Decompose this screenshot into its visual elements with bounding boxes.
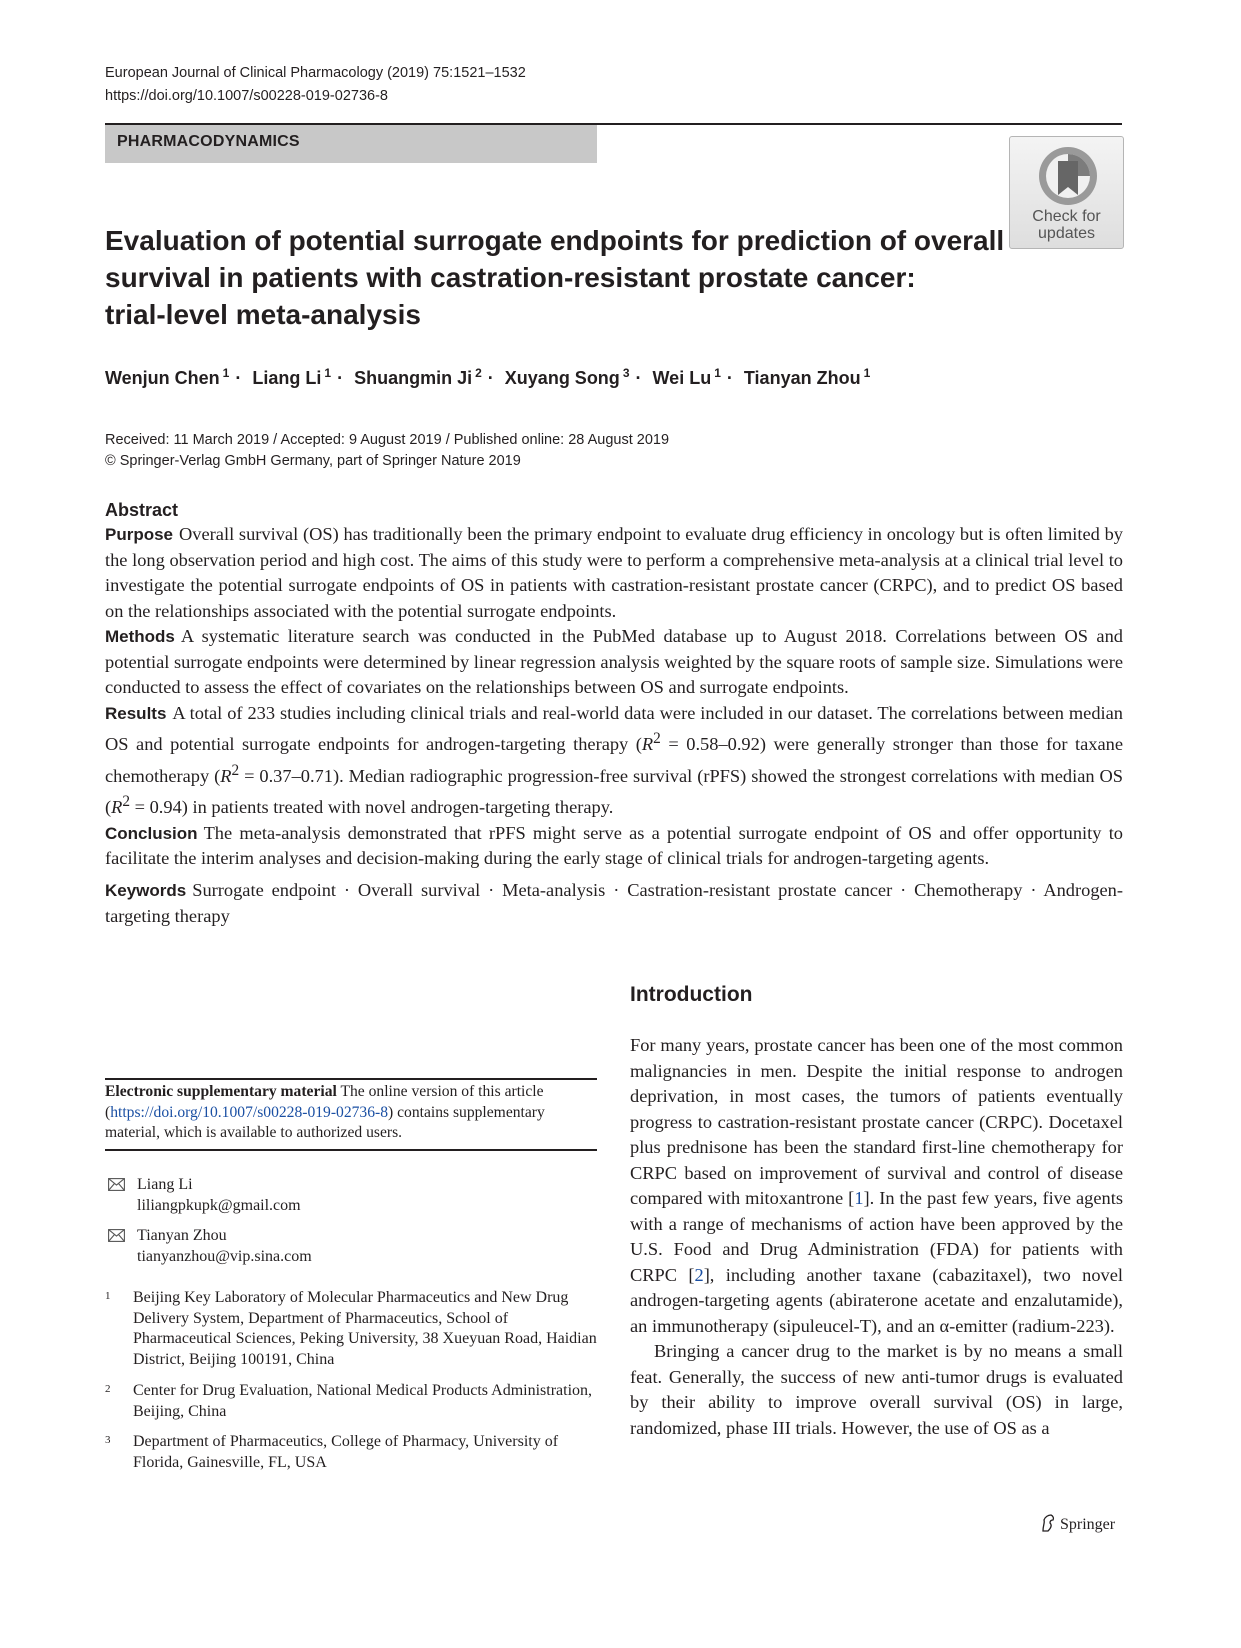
introduction-heading: Introduction xyxy=(630,983,753,1006)
affiliation-text: Center for Drug Evaluation, National Medical Products Administration, Beijing, China xyxy=(133,1382,593,1420)
abstract-results xyxy=(105,701,1123,821)
author-name[interactable]: Tianyan Zhou xyxy=(743,368,861,388)
affiliation-text: Department of Pharmaceutics, College of Pharmacy, University of Florida, Gainesville, FL, USA xyxy=(133,1433,559,1471)
author-name[interactable]: Shuangmin Ji xyxy=(354,368,473,388)
conclusion-label: Conclusion xyxy=(105,823,198,843)
author-name[interactable]: Xuyang Song xyxy=(504,368,620,388)
footnote-rule xyxy=(105,1078,597,1080)
author-affiliation-number: 2 xyxy=(475,366,482,380)
methods-text: A systematic literature search was conducted in the PubMed database up to August 2018. Correlations between OS and potential surrogate endpoints were determined by linear regression analysis weighted by the square roots of sample size. Simulations were conducted to assess the effect of covariates on the relationships between OS and surrogate endpoints. xyxy=(105,626,1123,697)
author-name[interactable]: Wei Lu xyxy=(652,368,712,388)
r-squared-symbol: R xyxy=(111,797,123,818)
crossmark-label-line1: Check for xyxy=(1032,208,1101,225)
title-line: trial-level meta-analysis xyxy=(105,299,421,330)
contact-name: Liang Li xyxy=(137,1176,193,1193)
r-squared-symbol: R xyxy=(220,765,232,786)
intro-paragraph xyxy=(630,1033,1123,1339)
author-affiliation-number: 1 xyxy=(863,366,871,380)
results-text: = 0.58–0.92) were generally stronger than those for taxane chemotherapy ( xyxy=(105,734,1124,786)
author-name[interactable]: Wenjun Chen xyxy=(105,368,220,388)
contact-email[interactable]: tianyanzhou@vip.sina.com xyxy=(137,1247,312,1265)
intro-text: ], including another taxane (cabazitaxel), two novel androgen-targeting agents (abiraterone acetate and enzalutamide), an immunotherapy (sipuleucel-T), and an α-emitter (radium-223). xyxy=(630,1264,1123,1336)
publication-dates: Received: 11 March 2019 / Accepted: 9 August 2019 / Published online: 28 August 2019 xyxy=(105,432,670,448)
r-squared-exponent: 2 xyxy=(122,793,131,811)
introduction-body xyxy=(630,1033,1123,1441)
contact-name: Tianyan Zhou xyxy=(137,1227,227,1244)
article-doi[interactable]: https://doi.org/10.1007/s00228-019-02736-8 xyxy=(105,88,388,104)
abstract-heading: Abstract xyxy=(105,500,179,520)
keywords xyxy=(105,878,1123,929)
section-label: PHARMACODYNAMICS xyxy=(117,133,300,150)
author-list: Wenjun Chen $^1$ · Liang Li $^1$ · Shuangmin Ji $^2$ · Xuyang Song $^3$ · Wei Lu $^1$ · Tianyan Zhou $^1$ xyxy=(105,366,871,388)
affiliation-number: 2 xyxy=(105,1383,111,1395)
abstract-methods xyxy=(105,624,1123,701)
intro-text: ]. In the past few years, five agents with a range of mechanisms of action have been approved by the U.S. Food and Drug Administration (FDA) for patients with CRPC [ xyxy=(630,1188,1123,1285)
author-affiliation-number: 1 xyxy=(324,366,332,380)
results-text: A total of 233 studies including clinical trials and real-world data were included in our dataset. The correlations between median OS and potential surrogate endpoints for androgen-targeting therapy ( xyxy=(105,702,1123,755)
publisher-logo xyxy=(1040,1514,1115,1534)
citation-link[interactable]: 1 xyxy=(854,1188,864,1208)
results-text: = 0.94) in patients treated with novel androgen-targeting therapy. xyxy=(130,797,614,818)
esm-text: ) contains supplementary material, which is available to authorized users. xyxy=(105,1103,545,1141)
purpose-text: Overall survival (OS) has traditionally been the primary endpoint to evaluate drug efficiency in oncology but is often limited by the long observation period and high cost. The aims of this study were to perform a comprehensive meta-analysis at a clinical trial level to investigate the potential surrogate endpoints of OS in patients with castration-resistant prostate cancer (CRPC), and to predict OS based on the relationships associated with the potential surrogate endpoints. xyxy=(105,524,1123,621)
intro-paragraph: Bringing a cancer drug to the market is by no means a small feat. Generally, the success of new anti-tumor drugs is evaluated by their ability to improve overall survival (OS) in large, randomized, phase III trials. However, the use of OS as a xyxy=(630,1341,1123,1438)
keywords-text: Surrogate endpoint · Overall survival · Meta-analysis · Castration-resistant prostate cancer · Chemotherapy · Androgen-targeting therapy xyxy=(105,880,1123,926)
supplementary-material-note xyxy=(105,1082,597,1144)
author-name[interactable]: Liang Li xyxy=(252,368,322,388)
methods-label: Methods xyxy=(105,627,175,646)
author-affiliation-number: 3 xyxy=(622,366,630,380)
publisher-name: Springer xyxy=(1060,1516,1116,1533)
esm-text: The online version of this article ( xyxy=(105,1083,544,1121)
copyright-notice: © Springer-Verlag GmbH Germany, part of Springer Nature 2019 xyxy=(105,453,521,469)
footnote-rule xyxy=(105,1149,597,1151)
contact-email[interactable]: liliangpkupk@gmail.com xyxy=(137,1196,301,1214)
esm-label: Electronic supplementary material xyxy=(105,1083,337,1100)
abstract-purpose xyxy=(105,522,1123,624)
springer-horse-icon xyxy=(1040,1514,1056,1532)
envelope-icon xyxy=(108,1178,125,1191)
r-squared-exponent: 2 xyxy=(653,730,661,747)
title-line: survival in patients with castration-resistant prostate cancer: xyxy=(105,262,916,293)
crossmark-label-line2: updates xyxy=(1038,225,1095,242)
affiliation-text: Beijing Key Laboratory of Molecular Pharmaceutics and New Drug Delivery System, Department of Pharmaceutics, School of Pharmaceutical Sciences, Peking University, 38 Xueyuan Road, Haidian District, Beijing 100191, China xyxy=(133,1289,597,1368)
purpose-label: Purpose xyxy=(105,525,174,544)
results-text: = 0.37–0.71). Median radiographic progression-free survival (rPFS) showed the strongest correlations with median OS ( xyxy=(105,765,1124,818)
crossmark-icon xyxy=(1037,145,1099,207)
results-label: Results xyxy=(105,703,167,723)
envelope-icon xyxy=(108,1229,125,1242)
journal-citation: European Journal of Clinical Pharmacology (2019) 75:1521–1532 xyxy=(105,65,526,81)
author-affiliation-number: 1 xyxy=(222,366,230,380)
r-squared-symbol: R xyxy=(641,734,654,755)
abstract-body xyxy=(105,522,1123,872)
article-title xyxy=(105,222,1005,333)
conclusion-text: The meta-analysis demonstrated that rPFS might serve as a potential surrogate endpoint of OS and offer opportunity to facilitate the interim analyses and decision-making during the early stage of clinical trials for androgen-targeting agents. xyxy=(105,822,1123,869)
title-line: Evaluation of potential surrogate endpoints for prediction of overall xyxy=(105,225,1005,256)
intro-text: For many years, prostate cancer has been one of the most common malignancies in men. Despite the initial response to androgen deprivation, in most cases, the tumors of patients eventually progress to castration-resistant prostate cancer (CRPC). Docetaxel plus prednisone has been the standard first-line chemotherapy for CRPC based on improvement of survival and control of disease compared with mitoxantrone [ xyxy=(630,1035,1123,1208)
citation-link[interactable]: 2 xyxy=(694,1264,704,1285)
author-affiliation-number: 1 xyxy=(714,366,721,380)
affiliation-number: 3 xyxy=(105,1434,111,1446)
esm-link[interactable]: https://doi.org/10.1007/s00228-019-02736-8 xyxy=(110,1103,389,1121)
affiliation-number: 1 xyxy=(105,1290,111,1302)
check-for-updates-badge[interactable] xyxy=(1009,136,1124,249)
r-squared-exponent: 2 xyxy=(231,761,240,779)
keywords-label: Keywords xyxy=(105,881,187,900)
abstract-conclusion xyxy=(105,821,1123,872)
